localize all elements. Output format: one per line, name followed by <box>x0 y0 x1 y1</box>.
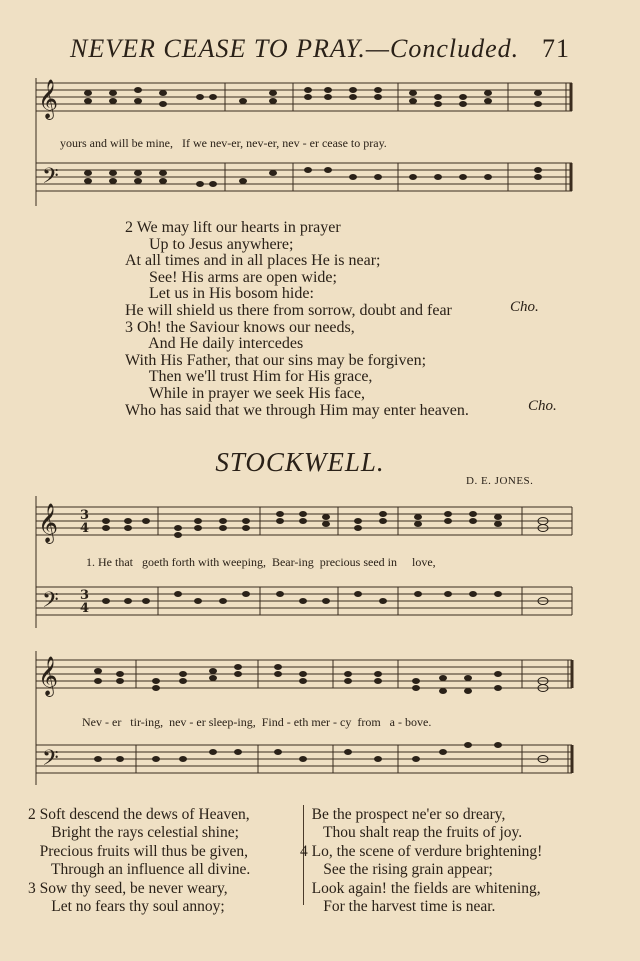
verse-line: And He daily intercedes <box>125 335 304 353</box>
time-signature-icon: 4 <box>80 521 90 536</box>
hymn2-lyric-line-2: Nev - er tir-ing, nev - er sleep-ing, Find - eth mer - cy from a - bove. <box>82 715 432 729</box>
page-number: 71 <box>542 34 570 63</box>
verse-line: Look again! the fields are whitening, <box>300 879 541 897</box>
verse-line: Let us in His bosom hide: <box>125 285 314 303</box>
verse-line: Thou shalt reap the fruits of joy. <box>300 824 523 842</box>
verse-line: With His Father, that our sins may be forgiven; <box>125 351 427 369</box>
verse-line: Through an influence all divine. <box>28 861 251 879</box>
verse-line: For the harvest time is near. <box>300 898 496 916</box>
verse-line: At all times and in all places He is near; <box>125 252 381 270</box>
time-signature-icon: 3 <box>80 588 90 603</box>
bass-clef-icon: 𝄢 <box>42 164 59 194</box>
chorus-marker: Cho. <box>528 398 557 414</box>
verse-line: 4 Lo, the scene of verdure brightening! <box>300 842 543 860</box>
time-signature-icon: 4 <box>80 601 90 616</box>
verse-line: 2 We may lift our hearts in prayer <box>125 219 341 236</box>
verse-line: See the rising grain appear; <box>300 861 493 879</box>
verse-line: He will shield us there from sorrow, doubt and fear <box>125 301 452 319</box>
time-signature-icon: 3 <box>80 508 90 523</box>
composer: D. E. JONES. <box>466 475 534 487</box>
running-title: NEVER CEASE TO PRAY.—Concluded. <box>70 34 520 63</box>
hymn1-lyric-line: yours and will be mine, If we nev-er, nev-er, nev - er cease to pray. <box>60 136 387 150</box>
verse-line: See! His arms are open wide; <box>125 268 337 286</box>
verse-line: Who has said that we through Him may enter heaven. <box>125 401 469 419</box>
bass-clef-icon: 𝄢 <box>42 746 59 776</box>
verses-right-column <box>300 806 542 916</box>
verse-line: Then we'll trust Him for His grace, <box>125 368 373 386</box>
chorus-marker: Cho. <box>510 299 539 315</box>
verse-line: Precious fruits will thus be given, <box>28 842 248 860</box>
verse-line: Let no fears thy soul annoy; <box>28 898 225 916</box>
hymn2-title: STOCKWELL. <box>215 447 385 477</box>
hymn2-lyric-line-1: 1. He that goeth forth with weeping, Bear-ing precious seed in love, <box>86 555 436 569</box>
verse-line: 2 Soft descend the dews of Heaven, <box>28 806 250 823</box>
verse-line: Up to Jesus anywhere; <box>125 235 294 253</box>
verses-left-column <box>28 806 250 916</box>
verse-line: Bright the rays celestial shine; <box>28 824 239 842</box>
treble-clef-icon: 𝄞 <box>38 503 59 543</box>
verse-line: Be the prospect ne'er so dreary, <box>300 806 506 823</box>
bass-clef-icon: 𝄢 <box>42 588 59 618</box>
treble-clef-icon: 𝄞 <box>38 656 59 696</box>
treble-clef-icon: 𝄞 <box>38 79 59 119</box>
verse-line: 3 Sow thy seed, be never weary, <box>28 879 228 897</box>
page-header <box>70 34 570 64</box>
verse-line: 3 Oh! the Saviour knows our needs, <box>125 318 355 336</box>
hymn1-verses <box>125 220 469 419</box>
verse-line: While in prayer we seek His face, <box>125 384 366 402</box>
notes <box>94 664 548 763</box>
